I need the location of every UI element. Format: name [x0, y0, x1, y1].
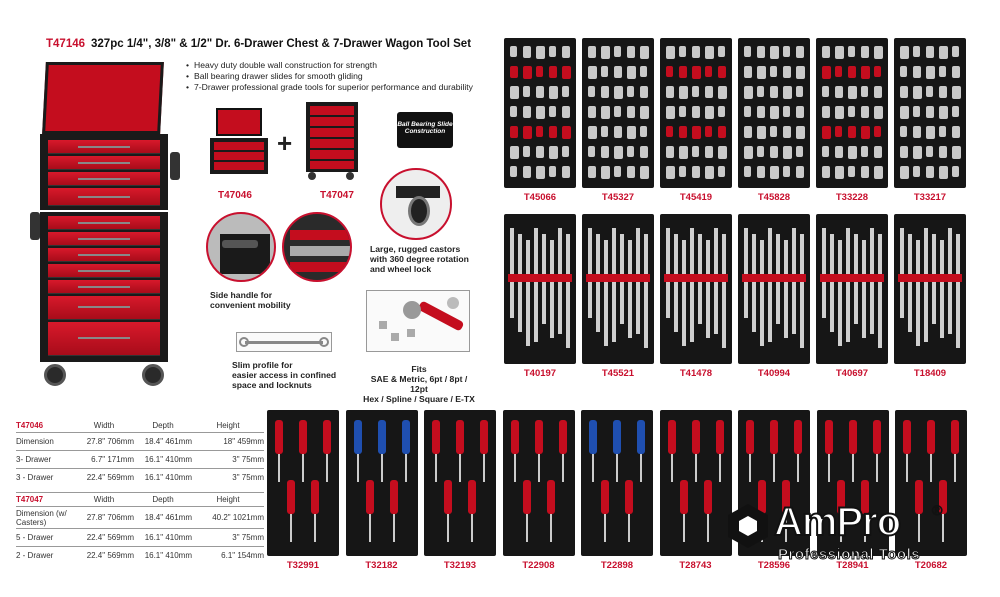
tool-tray-image [504, 214, 576, 364]
tray-code-label: T32182 [365, 560, 398, 571]
castor-caption: Large, rugged castors with 360 degree rotation and wheel lock [370, 244, 469, 274]
feature-list [186, 60, 473, 93]
tool-tray-image [424, 410, 496, 556]
page-title [46, 38, 471, 50]
tray-code-label: T20682 [914, 560, 948, 571]
tool-tray-image [894, 38, 966, 188]
hex-logo-icon [728, 504, 768, 548]
tray-code-label: T40994 [757, 368, 791, 379]
tray-code-label: T45327 [601, 192, 635, 203]
tray-code-label: T28941 [836, 560, 869, 571]
tool-tray-image [894, 214, 966, 364]
castor-wheel [44, 364, 66, 386]
tool-chest-image [30, 62, 180, 407]
table-row: Dimension 27.8" 706mm 18.4" 461mm 18" 459mm [16, 432, 264, 450]
side-handle-detail-image [206, 212, 276, 282]
drawer-tools-detail-image [282, 212, 352, 282]
chest-product-image [208, 108, 268, 174]
tray-code-label: T45828 [757, 192, 791, 203]
tray-code-label: T32193 [443, 560, 477, 571]
tool-tray-image [582, 38, 654, 188]
tray-code-label: T45419 [679, 192, 713, 203]
side-handle-caption: Side handle for convenient mobility [210, 290, 291, 310]
side-handle [30, 212, 40, 240]
ampro-logo: AmPro ® Professional Tools [728, 500, 958, 570]
slim-profile-caption: Slim profile for easier access in confined space and locknuts [232, 360, 337, 390]
tray-code-label: T28596 [757, 560, 791, 571]
tool-tray-image [267, 410, 339, 556]
chest-product-code: T47046 [218, 190, 252, 201]
tray-code-label: T40697 [835, 368, 869, 379]
tray-code-label: T41478 [679, 368, 713, 379]
tool-tray-image [738, 38, 810, 188]
chest-top-section [40, 134, 168, 210]
tool-tray-image [816, 214, 888, 364]
tray-code-label: T33217 [913, 192, 947, 203]
table-row: 3 - Drawer 22.4" 569mm 16.1" 410mm 3" 75mm [16, 468, 264, 486]
tray-code-label: T22908 [522, 560, 555, 571]
spec-header: T47047 Width Depth Height [16, 492, 264, 506]
chest-lid [42, 62, 164, 134]
tool-tray-image [504, 38, 576, 188]
tray-code-label: T45066 [523, 192, 557, 203]
tool-tray-image [581, 410, 653, 556]
spec-table [16, 418, 264, 564]
table-row: 5 - Drawer 22.4" 569mm 16.1" 410mm 3" 75mm [16, 528, 264, 546]
bits-image [366, 290, 470, 352]
tool-tray-image [660, 38, 732, 188]
feature-item: • Ball bearing drawer slides for smooth gliding [186, 71, 473, 82]
castor-wheel [142, 364, 164, 386]
feature-item: • Heavy duty double wall construction for strength [186, 60, 473, 71]
wagon-product-image [304, 102, 360, 182]
tray-code-label: T45521 [601, 368, 635, 379]
tool-tray-image [738, 214, 810, 364]
plus-sign: + [277, 128, 293, 158]
table-row: 2 - Drawer 22.4" 569mm 16.1" 410mm 6.1" 154mm [16, 546, 264, 564]
title-code: T47146 [46, 38, 86, 50]
wagon-product-code: T47047 [320, 190, 354, 201]
tool-tray-image [660, 410, 732, 556]
tray-code-label: T22898 [600, 560, 634, 571]
tray-code-label: T28743 [679, 560, 712, 571]
feature-item: • 7-Drawer professional grade tools for superior performance and durability [186, 82, 473, 93]
tray-code-label: T32991 [286, 560, 320, 571]
table-row: Dimension (w/ Casters) 27.8" 706mm 18.4" 461mm 40.2" 1021mm [16, 506, 264, 528]
tray-code-label: T40197 [523, 368, 557, 379]
chest-wagon-section [40, 212, 168, 362]
tray-code-label: T33228 [835, 192, 869, 203]
fits-caption: Fits SAE & Metric, 6pt / 8pt / 12pt Hex / Spline / Square / E-TX [363, 364, 475, 404]
table-row: 3- Drawer 6.7" 171mm 16.1" 410mm 3" 75mm [16, 450, 264, 468]
tool-tray-image [346, 410, 418, 556]
ball-bearing-badge: Ball Bearing Slide Construction [397, 112, 453, 148]
spec-header: T47046 Width Depth Height [16, 420, 240, 430]
wrench-image [236, 332, 332, 352]
side-handle [170, 152, 180, 180]
tool-tray-image [660, 214, 732, 364]
tool-tray-image [582, 214, 654, 364]
tray-code-label: T18409 [913, 368, 947, 379]
castor-detail-image [380, 168, 452, 240]
title-text: 327pc 1/4", 3/8" & 1/2" Dr. 6-Drawer Chest & 7-Drawer Wagon Tool Set [91, 38, 472, 50]
tool-tray-image [503, 410, 575, 556]
tool-tray-image [816, 38, 888, 188]
